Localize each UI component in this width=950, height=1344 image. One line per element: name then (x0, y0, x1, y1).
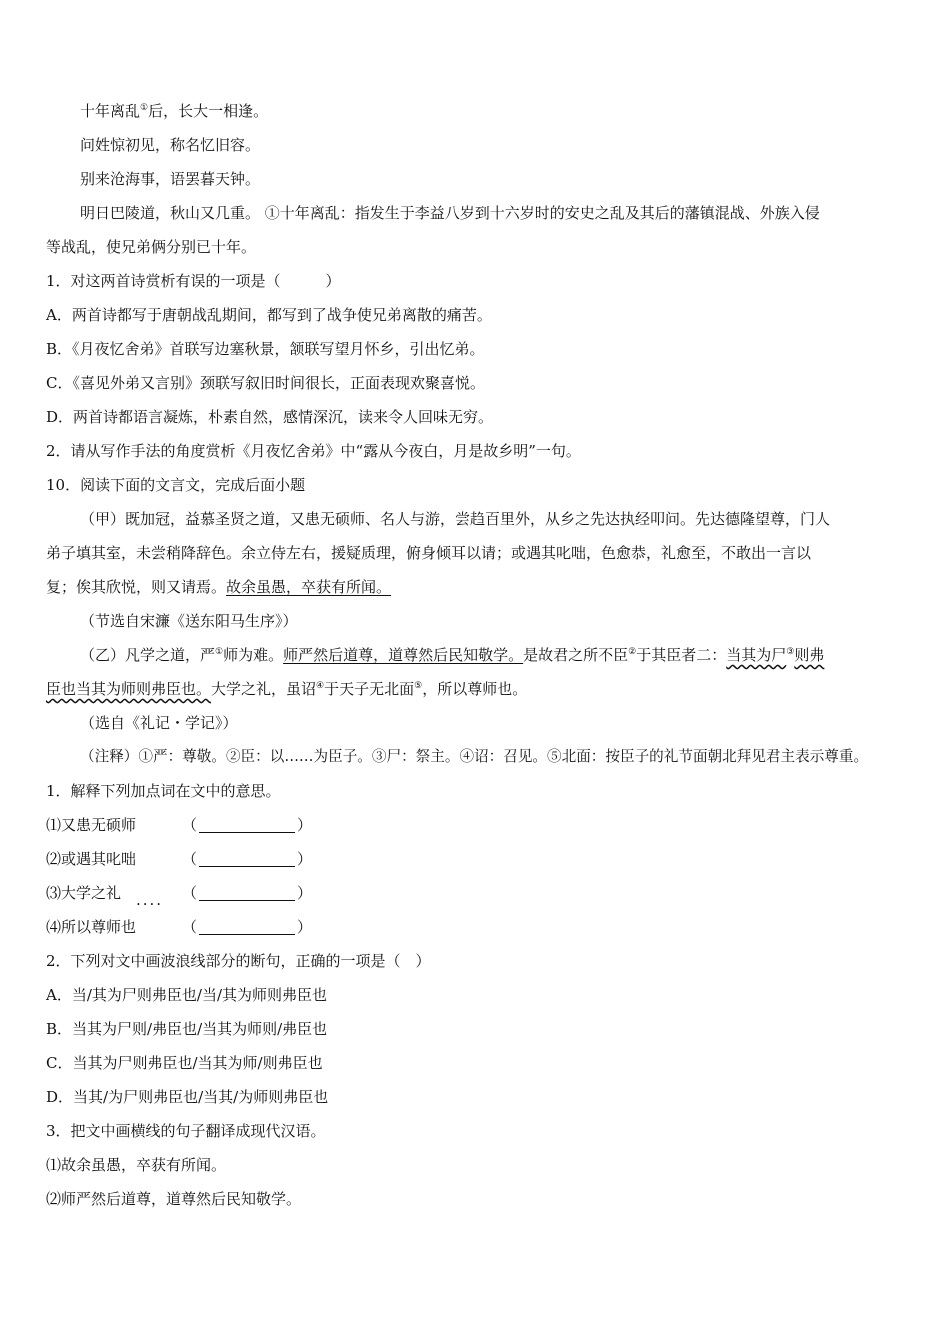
underlined-sentence: 故余虽愚，卒获有所闻。 (226, 578, 392, 596)
fill-item-1 (46, 808, 908, 842)
fill-item-3 (46, 876, 908, 910)
footnote-marker: ① (140, 103, 149, 113)
passage-text: 复；俟其欣悦，则又请焉。 (46, 578, 227, 596)
poem-line-4: 明日巴陵道，秋山又几重。 ①十年离乱：指发生于李益八岁到十六岁时的安史之乱及其后的藩镇混战、外族入侵 (80, 204, 820, 222)
fill-item-label: ⑶大学之礼 (46, 884, 122, 902)
footnote-marker: ③ (786, 647, 795, 657)
question-stem: 2．下列对文中画波浪线部分的断句，正确的一项是（ ） (46, 952, 431, 970)
option-d: D．当其/为尸则弗臣也/当其/为师则弗臣也 (46, 1088, 329, 1106)
passage-text: ，所以尊师也。 (422, 680, 528, 698)
paren: （ (182, 884, 198, 902)
passage-yi-line-2 (46, 672, 908, 706)
option-c: C．当其为尸则弗臣也/当其为师/则弗臣也 (46, 1054, 323, 1072)
paren: （ (182, 816, 198, 834)
annotation-notes: （注释）①严：尊敬。②臣：以……为臣子。③尸：祭主。④诏：召见。⑤北面：按臣子的礼节面朝北拜见君主表示尊重。 (80, 748, 869, 765)
passage-text: （乙）凡学之道，严 (80, 646, 216, 664)
option-a: A．当/其为尸则弗臣也/当/其为师则弗臣也 (46, 986, 327, 1004)
question-stem: 1．对这两首诗赏析有误的一项是（ ） (46, 272, 341, 290)
paren: （ (182, 850, 198, 868)
passage-text: 是故君之所不臣 (523, 646, 629, 664)
question-stem: 2．请从写作手法的角度赏析《月夜忆舍弟》中“露从今夜白，月是故乡明”一句。 (46, 442, 581, 460)
fill-item-2 (46, 842, 908, 876)
poem-note-continuation: 等战乱，使兄弟俩分别已十年。 (46, 238, 257, 256)
question-stem: 3．把文中画横线的句子翻译成现代汉语。 (46, 1122, 326, 1140)
passage-jia-line-3 (46, 570, 908, 604)
paren: （ (182, 918, 198, 936)
wavy-underlined-text: 臣也当其为师则弗臣也。 (46, 680, 212, 698)
footnote-marker: ④ (316, 681, 325, 691)
answer-blank[interactable] (199, 850, 295, 867)
translate-item-1: ⑴故余虽愚，卒获有所闻。 (46, 1156, 227, 1174)
passage-text: 大学之礼，虽诏 (211, 680, 317, 698)
paren: ） (297, 816, 313, 834)
fill-item-label: ⑴又患无硕师 (46, 816, 137, 834)
option-b: B．当其为尸则/弗臣也/当其为师则/弗臣也 (46, 1020, 328, 1038)
answer-blank[interactable] (199, 816, 295, 833)
poem-line-1 (46, 94, 908, 128)
paren: ） (297, 884, 313, 902)
paren: ） (297, 918, 313, 936)
emphasis-dots: .... (136, 891, 164, 909)
answer-blank[interactable] (199, 884, 295, 901)
passage-text: 于其臣者二： (636, 646, 727, 664)
fill-item-label: ⑵或遇其叱咄 (46, 850, 137, 868)
option-a: A．两首诗都写于唐朝战乱期间，都写到了战争使兄弟离散的痛苦。 (46, 306, 492, 324)
passage-yi-source: （选自《礼记・学记》） (80, 714, 238, 732)
poem-line-3: 别来沧海事，语罢暮天钟。 (80, 170, 261, 188)
poem-line-2: 问姓惊初见，称名忆旧容。 (80, 136, 261, 154)
fill-item-label: ⑷所以尊师也 (46, 918, 137, 936)
underlined-sentence: 师严然后道尊，道尊然后民知敬学。 (283, 646, 524, 664)
passage-text: 师为难。 (223, 646, 284, 664)
document-page (46, 94, 908, 1216)
passage-yi-line-1 (46, 638, 908, 672)
question-stem: 1．解释下列加点词在文中的意思。 (46, 782, 281, 800)
translate-item-2: ⑵师严然后道尊，道尊然后民知敬学。 (46, 1190, 302, 1208)
passage-jia-line-1: （甲）既加冠，益慕圣贤之道，又患无硕师、名人与游，尝趋百里外，从乡之先达执经叩问。先达德隆望尊，门人 (80, 510, 831, 528)
section-title: 10．阅读下面的文言文，完成后面小题 (46, 476, 306, 494)
option-b: B．《月夜忆舍弟》首联写边塞秋景，颔联写望月怀乡，引出忆弟。 (46, 340, 485, 358)
footnote-marker: ⑤ (414, 681, 423, 691)
option-c: C．《喜见外弟又言别》颈联写叙旧时间很长，正面表现欢聚喜悦。 (46, 374, 485, 392)
wavy-underlined-text: 则弗 (794, 646, 825, 664)
passage-text: 于天子无北面 (324, 680, 415, 698)
paren: ） (297, 850, 313, 868)
footnote-marker: ① (215, 647, 224, 657)
poem-text: 十年离乱 (80, 102, 141, 120)
passage-jia-source: （节选自宋濂《送东阳马生序》） (80, 612, 298, 630)
fill-item-4 (46, 910, 908, 944)
option-d: D．两首诗都语言凝炼，朴素自然，感情深沉，读来令人回味无穷。 (46, 408, 494, 426)
answer-blank[interactable] (199, 918, 295, 935)
footnote-marker: ② (628, 647, 637, 657)
wavy-underlined-text: 当其为尸 (726, 646, 787, 664)
poem-text: 后，长大一相逢。 (148, 102, 269, 120)
passage-jia-line-2: 弟子填其室，未尝稍降辞色。余立侍左右，援疑质理，俯身倾耳以请；或遇其叱咄，色愈恭，礼愈至，不敢出一言以 (46, 544, 812, 562)
